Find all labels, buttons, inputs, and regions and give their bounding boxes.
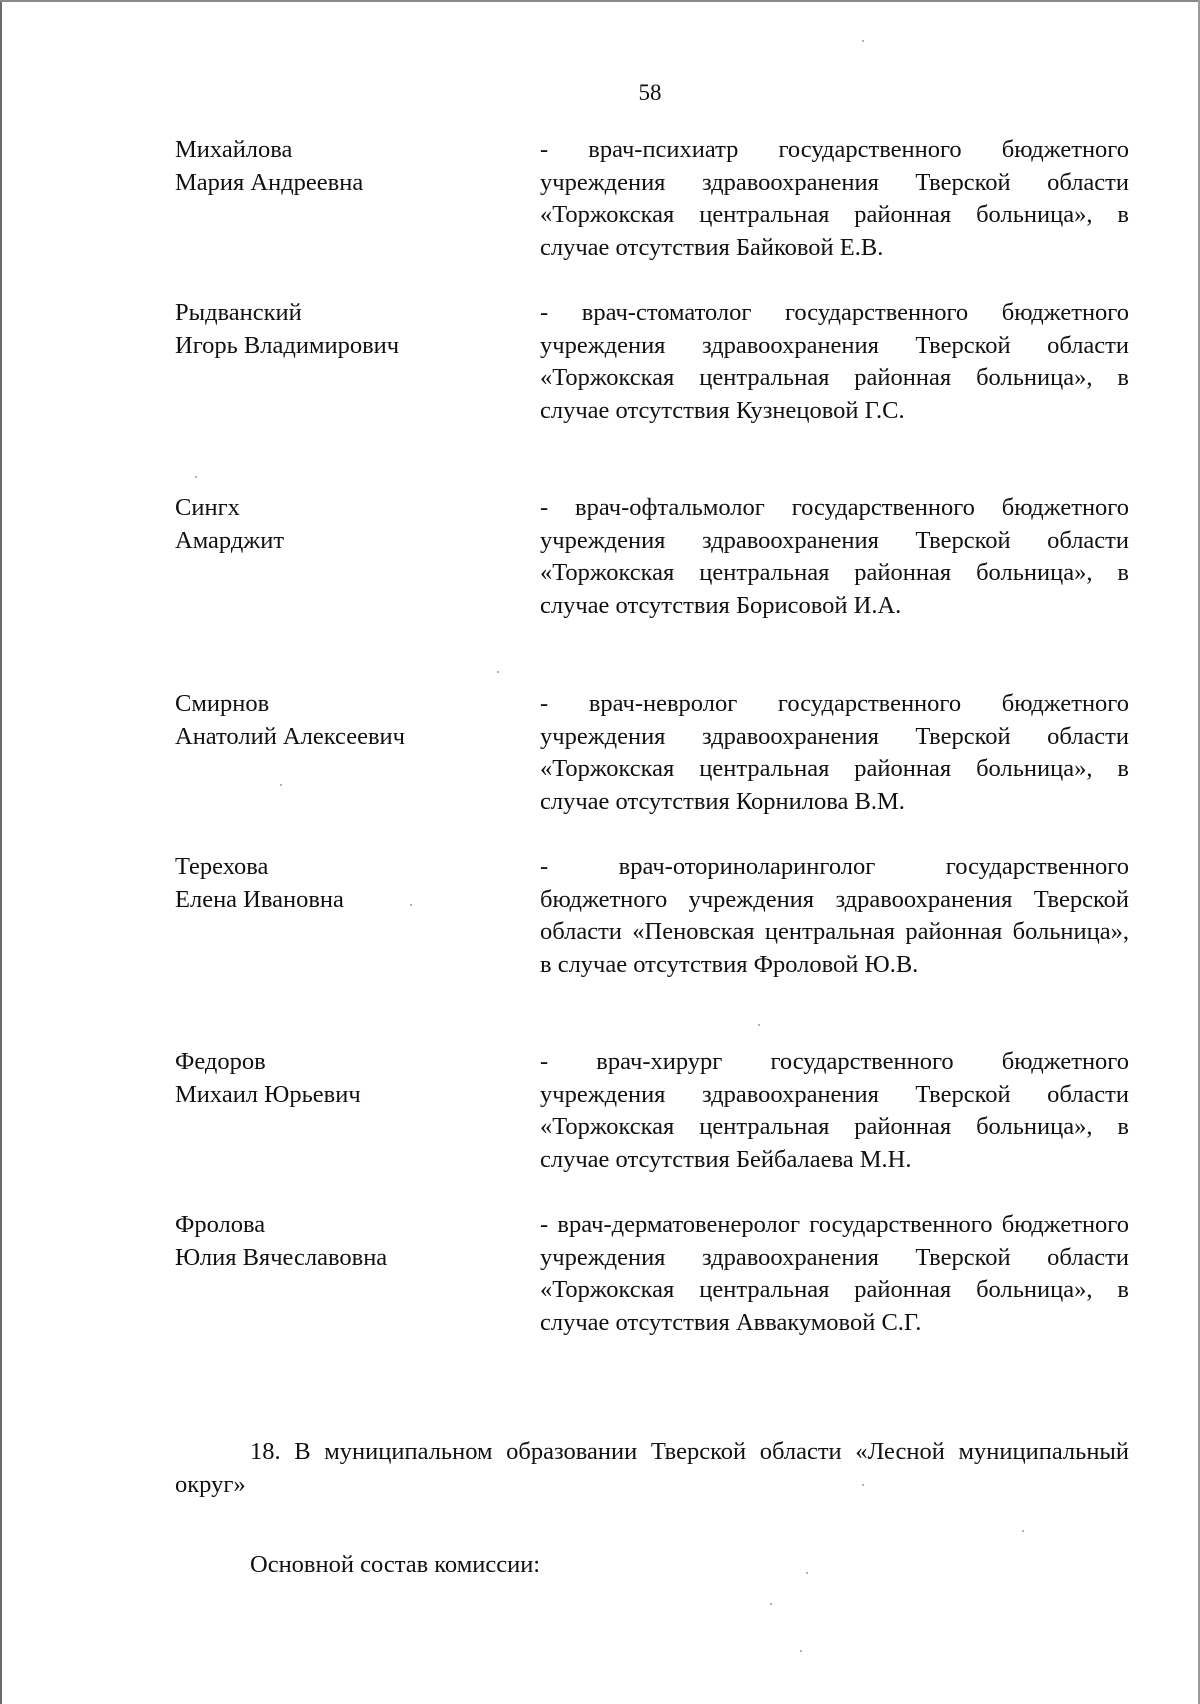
member-surname: Смирнов xyxy=(175,690,270,717)
scan-speck xyxy=(758,1024,760,1026)
member-given-name: Анатолий Алексеевич xyxy=(175,722,405,750)
member-given-name: Амарджит xyxy=(175,526,285,554)
member-name xyxy=(175,492,505,557)
member-role: - врач-психиатр государственного бюджетного учреждения здравоохранения Тверской области «Торжокская центральная районная больница», в случае отсутствия Байковой Е.В. xyxy=(540,136,1129,261)
scan-edge-left xyxy=(0,0,2,1704)
member-surname: Терехова xyxy=(175,853,269,880)
scan-speck xyxy=(410,904,412,906)
composition-heading: Основной состав комиссии: xyxy=(250,1551,541,1578)
member-name xyxy=(175,1046,505,1111)
member-name xyxy=(175,851,505,916)
scan-speck xyxy=(280,784,282,786)
member-role: - врач-невролог государственного бюджетного учреждения здравоохранения Тверской области «Торжокская центральная районная больница», в случае отсутствия Корнилова В.М. xyxy=(540,690,1129,815)
member-surname: Федоров xyxy=(175,1048,266,1075)
scan-speck xyxy=(862,40,864,42)
member-surname: Рыдванский xyxy=(175,299,302,326)
scan-speck xyxy=(800,1650,802,1652)
member-name xyxy=(175,1209,505,1274)
scan-speck xyxy=(770,1603,772,1605)
member-surname: Сингх xyxy=(175,494,240,521)
member-name xyxy=(175,688,505,753)
scan-speck xyxy=(806,1572,808,1574)
section-paragraph: 18. В муниципальном образовании Тверской области «Лесной муниципальный округ» xyxy=(175,1438,1129,1498)
member-role: - врач-оториноларинголог государственного бюджетного учреждения здравоохранения Тверской области «Пеновская центральная районная больница», в случае отсутствия Фроловой Ю.В. xyxy=(540,853,1129,978)
member-given-name: Юлия Вячеславовна xyxy=(175,1243,388,1271)
scan-speck xyxy=(862,1484,864,1486)
member-surname: Михайлова xyxy=(175,136,293,163)
member-name xyxy=(175,134,505,199)
page-number: 58 xyxy=(638,80,662,105)
scan-edge-top xyxy=(0,0,1200,2)
member-given-name: Елена Ивановна xyxy=(175,885,344,913)
member-given-name: Игорь Владимирович xyxy=(175,331,400,359)
member-role: - врач-дерматовенеролог государственного бюджетного учреждения здравоохранения Тверской области «Торжокская центральная районная больница», в случае отсутствия Аввакумовой С.Г. xyxy=(540,1211,1129,1336)
member-name xyxy=(175,297,505,362)
member-given-name: Мария Андреевна xyxy=(175,168,364,196)
member-surname: Фролова xyxy=(175,1211,266,1238)
member-role: - врач-стоматолог государственного бюджетного учреждения здравоохранения Тверской области «Торжокская центральная районная больница», в случае отсутствия Кузнецовой Г.С. xyxy=(540,299,1129,424)
scan-speck xyxy=(195,476,197,478)
member-role: - врач-хирург государственного бюджетного учреждения здравоохранения Тверской области «Торжокская центральная районная больница», в случае отсутствия Бейбалаева М.Н. xyxy=(540,1048,1129,1173)
scan-speck xyxy=(1022,1530,1024,1532)
member-role: - врач-офтальмолог государственного бюджетного учреждения здравоохранения Тверской области «Торжокская центральная районная больница», в случае отсутствия Борисовой И.А. xyxy=(540,494,1129,619)
member-given-name: Михаил Юрьевич xyxy=(175,1080,361,1108)
scan-speck xyxy=(497,671,499,673)
